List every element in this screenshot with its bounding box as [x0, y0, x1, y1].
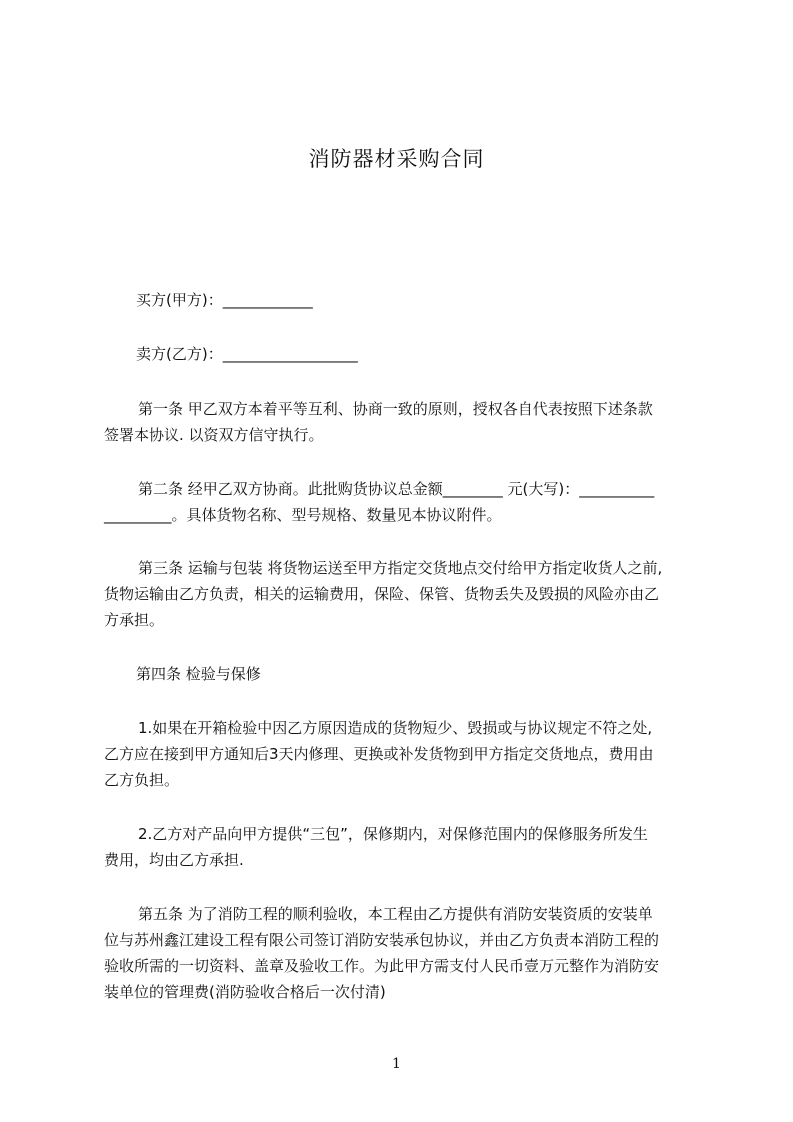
article-4-item-1-line-3: 乙方负担。 — [104, 771, 180, 789]
seller-line: 卖方(乙方)：__________________ — [136, 345, 358, 363]
article-4-item-2-line-2: 费用，均由乙方承担. — [104, 851, 244, 869]
article-4-item-2-line-1: 2.乙方对产品向甲方提供“三包”，保修期内，对保修范围内的保修服务所发生 — [138, 825, 648, 843]
article-3-line-1: 第三条 运输与包装 将货物运送至甲方指定交货地点交付给甲方指定收货人之前, — [138, 559, 663, 577]
article-5-line-4: 装单位的管理费(消防验收合格后一次付清) — [104, 983, 386, 1001]
article-5-line-1: 第五条 为了消防工程的顺利验收，本工程由乙方提供有消防安装资质的安装单 — [138, 905, 653, 923]
article-4-item-1-line-2: 乙方应在接到甲方通知后3天内修理、更换或补发货物到甲方指定交货地点，费用由 — [104, 745, 654, 763]
article-2-line-1: 第二条 经甲乙双方协商。此批购货协议总金额________ 元(大写)：__________ — [138, 480, 655, 498]
article-3-line-2: 货物运输由乙方负责，相关的运输费用，保险、保管、货物丢失及毁损的风险亦由乙 — [104, 585, 660, 603]
article-4-heading: 第四条 检验与保修 — [136, 665, 261, 683]
article-1-line-2: 签署本协议. 以资双方信守执行。 — [104, 426, 324, 444]
article-2-line-2: _________。具体货物名称、型号规格、数量见本协议附件。 — [104, 506, 502, 524]
article-3-line-3: 方承担。 — [104, 611, 165, 629]
article-1-line-1: 第一条 甲乙双方本着平等互利、协商一致的原则，授权各自代表按照下述条款 — [138, 400, 653, 418]
article-4-item-1-line-1: 1.如果在开箱检验中因乙方原因造成的货物短少、毁损或与协议规定不符之处, — [138, 719, 653, 737]
page-number: 1 — [392, 1056, 401, 1072]
document-title: 消防器材采购合同 — [308, 147, 485, 171]
buyer-line: 买方(甲方)：____________ — [136, 291, 313, 309]
article-5-line-3: 验收所需的一切资料、盖章及验收工作。为此甲方需支付人民币壹万元整作为消防安 — [104, 957, 660, 975]
article-5-line-2: 位与苏州鑫江建设工程有限公司签订消防安装承包协议，并由乙方负责本消防工程的 — [104, 931, 660, 949]
